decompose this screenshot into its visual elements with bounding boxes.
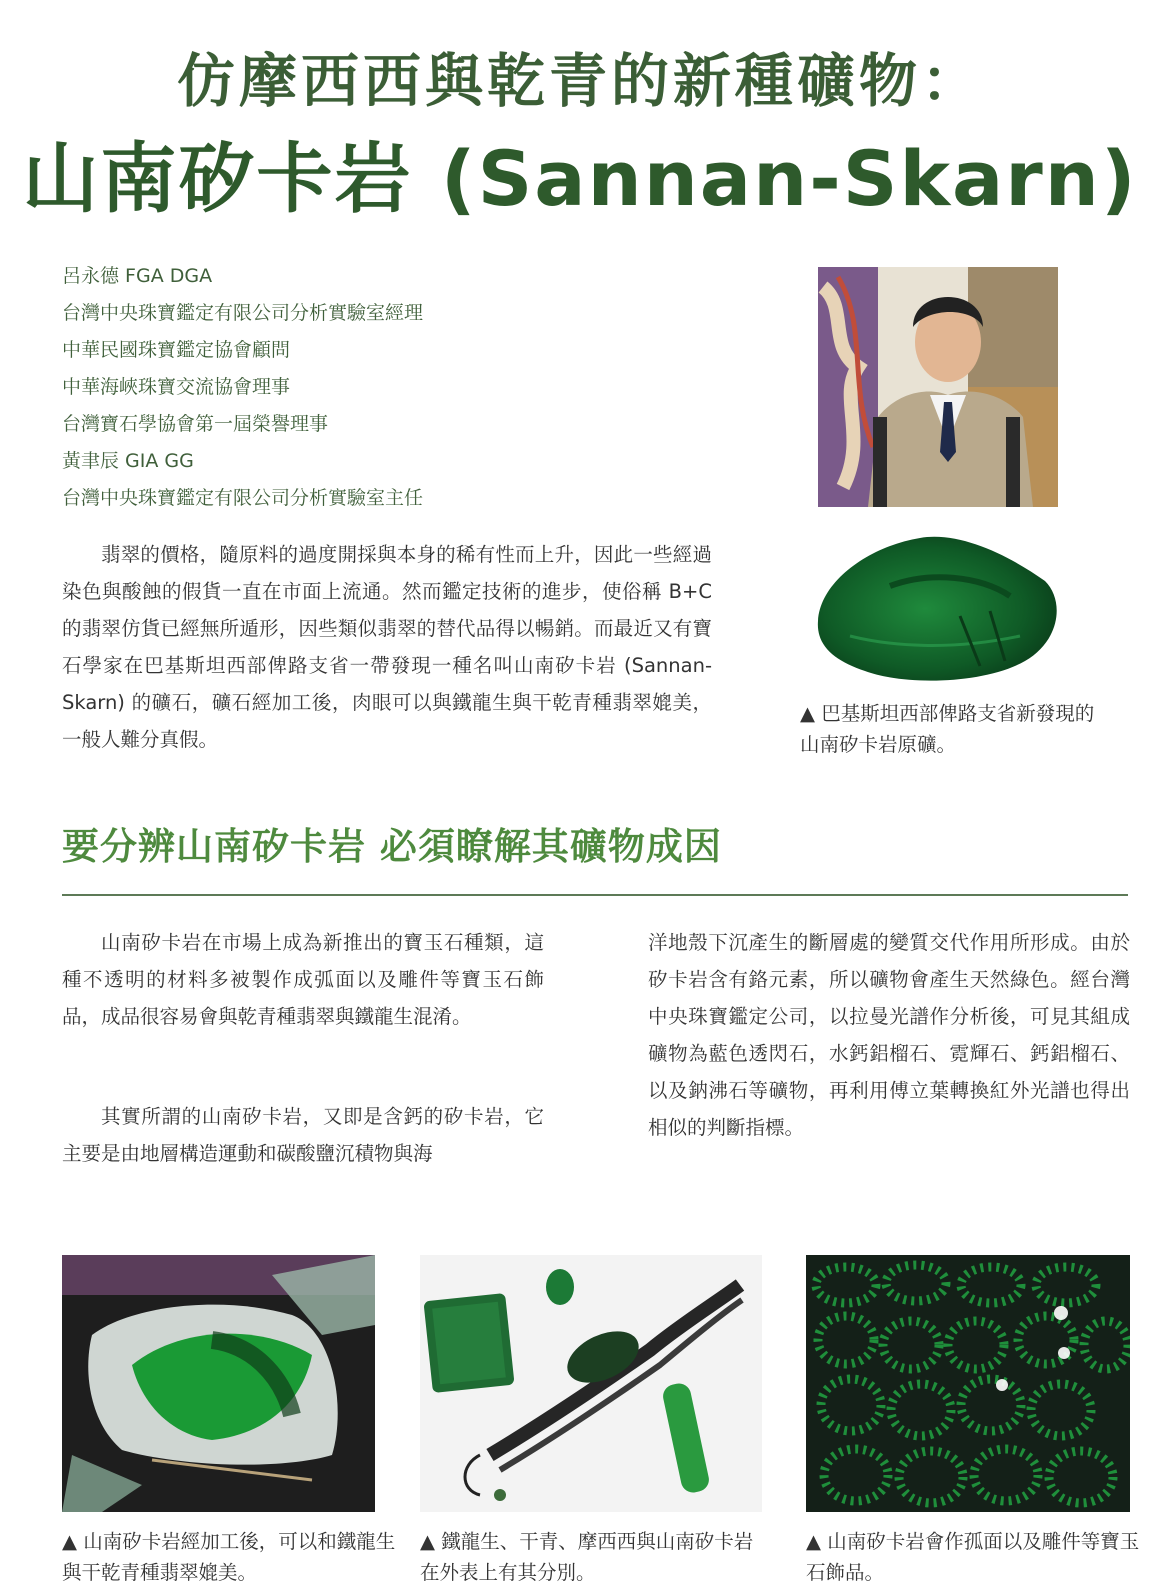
section-divider: [62, 894, 1128, 896]
bracelets-caption: ▲ 山南矽卡岩會作孤面以及雕件等寶玉石飾品。: [806, 1530, 1140, 1584]
intro-paragraph: 翡翠的價格，隨原料的過度開採與本身的稀有性而上升，因此一些經過染色與酸蝕的假貨一直在市面上流通。然而鑑定技術的進步，使俗稱 B+C 的翡翠仿貨已經無所遁形，因些類似翡翠的替代品得以暢銷。而最近又有寶石學家在巴基斯坦西部俾路支省一帶發現一種名叫山南矽卡岩 (Sannan-Skarn) 的礦石，礦石經加工後，肉眼可以與鐵龍生與干乾青種翡翠媲美，一般人難分真假。: [62, 543, 712, 751]
section-heading: 要分辨山南矽卡岩 必須瞭解其礦物成因: [62, 825, 722, 868]
body-paragraph-1: 山南矽卡岩在市場上成為新推出的寶玉石種類，這種不透明的材料多被製作成弧面以及雕件等寶玉石飾品，成品很容易會與乾青種翡翠與鐵龍生混淆。: [62, 931, 544, 1028]
comparison-pieces-photo: [420, 1255, 762, 1512]
author-line: 台灣中央珠寶鑑定有限公司分析實驗室經理: [62, 302, 424, 324]
article-title-line1: 仿摩西西與乾青的新種礦物：: [176, 47, 983, 115]
author-line: 呂永德 FGA DGA: [62, 265, 213, 287]
slab-caption: ▲ 山南矽卡岩經加工後，可以和鐵龍生與干乾青種翡翠媲美。: [62, 1530, 396, 1584]
processed-slab-photo: [62, 1255, 375, 1512]
body-paragraph-3: 洋地殼下沉產生的斷層處的變質交代作用所形成。由於矽卡岩含有鉻元素，所以礦物會產生天然綠色。經台灣中央珠寶鑑定公司，以拉曼光譜作分析後，可見其組成礦物為藍色透閃石，水鈣鋁榴石、霓輝石、鈣鋁榴石、以及鈉沸石等礦物，再利用傅立葉轉換紅外光譜也得出相似的判斷指標。: [648, 931, 1130, 1139]
rough-stone-caption: ▲ 巴基斯坦西部俾路支省新發現的山南矽卡岩原礦。: [800, 702, 1095, 756]
body-paragraph-2: 其實所謂的山南矽卡岩，又即是含鈣的矽卡岩，它主要是由地層構造運動和碳酸鹽沉積物與海: [62, 1105, 544, 1165]
author-line: 黃聿辰 GIA GG: [62, 450, 194, 472]
author-line: 台灣寶石學協會第一屆榮譽理事: [62, 413, 329, 435]
author-line: 中華民國珠寶鑑定協會顧問: [62, 339, 291, 361]
bead-bracelets-photo: [806, 1255, 1130, 1512]
author-line: 中華海峽珠寶交流協會理事: [62, 376, 291, 398]
author-line: 台灣中央珠寶鑑定有限公司分析實驗室主任: [62, 487, 424, 509]
comparison-caption: ▲ 鐵龍生、干青、摩西西與山南矽卡岩在外表上有其分別。: [420, 1530, 754, 1584]
author-block: [62, 258, 622, 517]
article-title-line2: 山南矽卡岩 (Sannan-Skarn): [22, 134, 1138, 223]
rough-stone-photo: [810, 526, 1068, 686]
author-photo: [818, 267, 1058, 507]
